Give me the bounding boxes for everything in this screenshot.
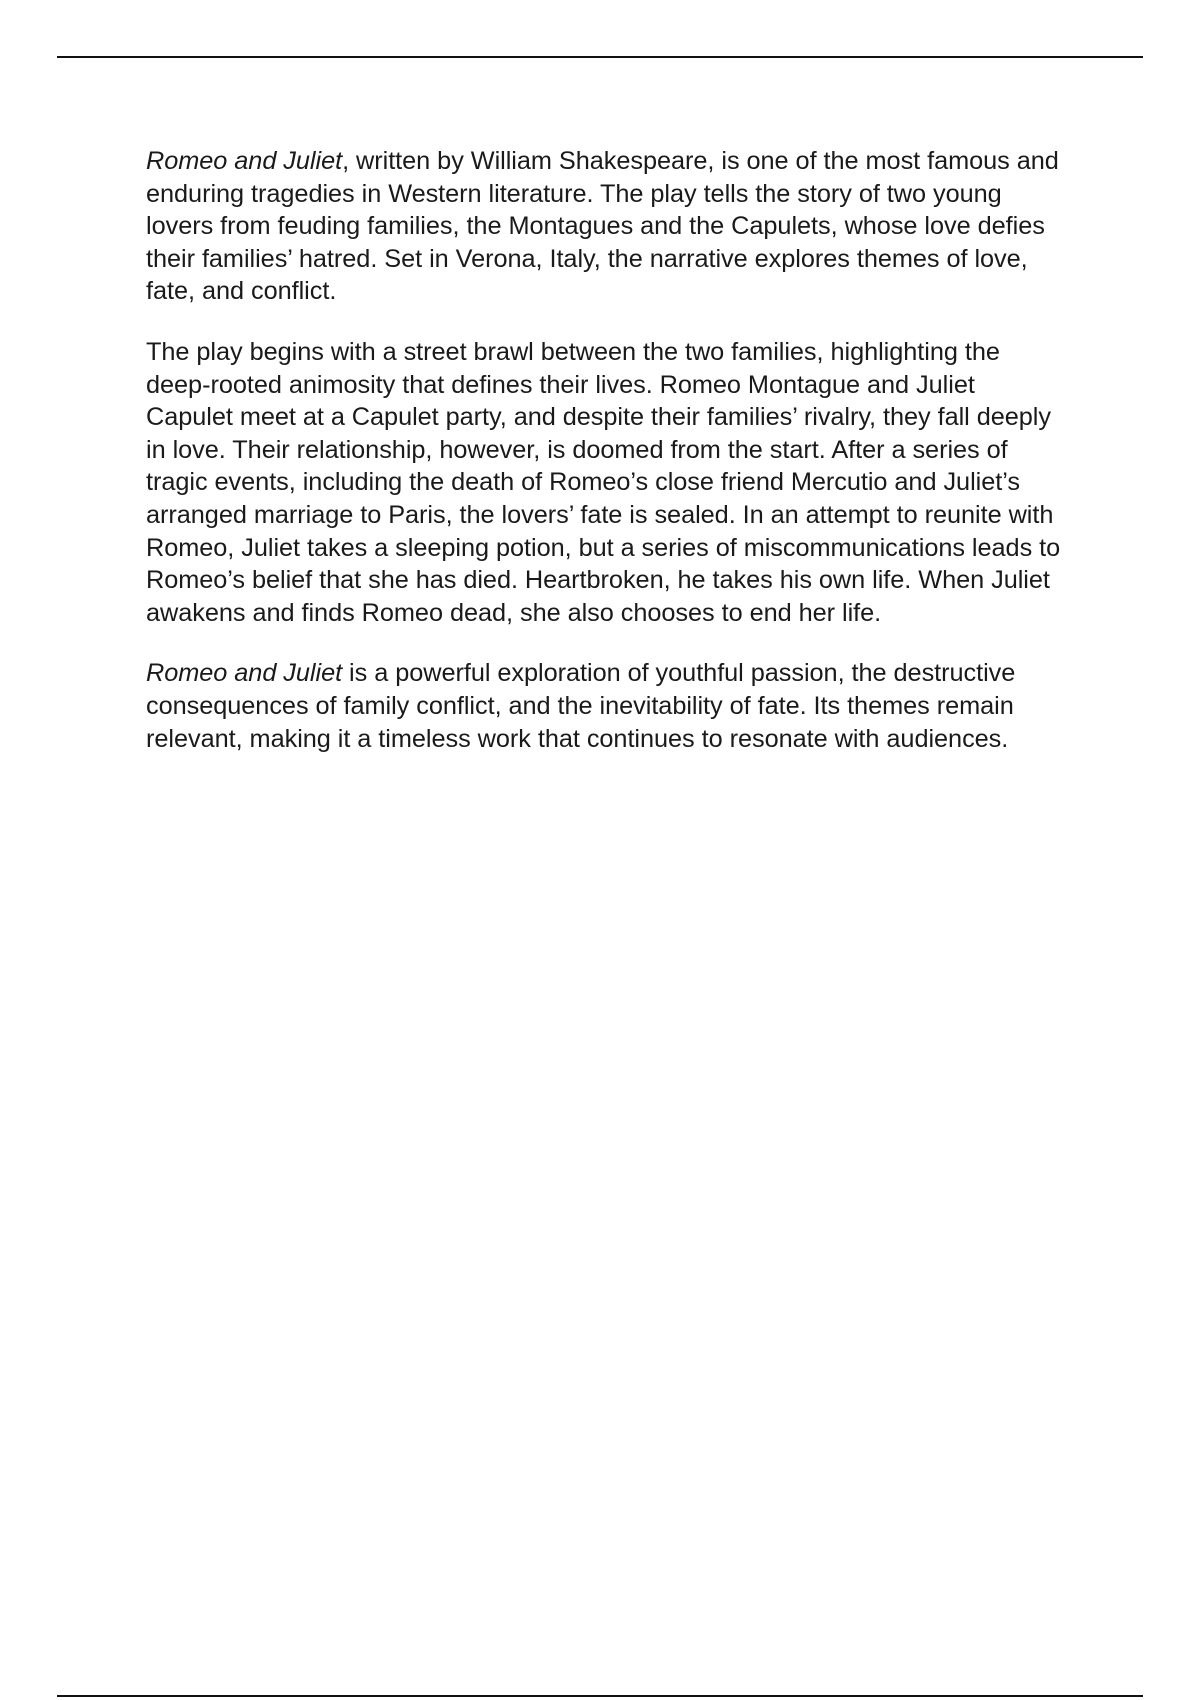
- paragraph-intro: [146, 145, 1066, 308]
- paragraph-conclusion: [146, 657, 1066, 755]
- paragraph-plot: [146, 336, 1066, 629]
- paragraph-text: The play begins with a street brawl between the two families, highlighting the deep-rooted animosity that defines their lives. Romeo Montague and Juliet Capulet meet at a Capulet party, and despite their families’ rivalry, they fall deeply in love. Their relationship, however, is doomed from the start. After a series of tragic events, including the death of Romeo’s close friend Mercutio and Juliet’s arranged marriage to Paris, the lovers’ fate is sealed. In an attempt to reunite with Romeo, Juliet takes a sleeping potion, but a series of miscommunications leads to Romeo’s belief that she has died. Heartbroken, he takes his own life. When Juliet awakens and finds Romeo dead, she also chooses to end her life.: [146, 337, 1061, 627]
- document-body: [146, 145, 1066, 783]
- footer-rule: [57, 1695, 1143, 1697]
- paragraph-text: is a powerful exploration of youthful passion, the destructive consequences of family conflict, and the inevitability of fate. Its themes remain relevant, making it a timeless work that continues to resonate with audiences.: [146, 659, 1016, 753]
- play-title-italic: Romeo and Juliet: [146, 147, 343, 175]
- paragraph-text: , written by William Shakespeare, is one of the most famous and enduring tragedies in Western literature. The play tells the story of two young lovers from feuding families, the Montagues and the Capulets, whose love defies their families’ hatred. Set in Verona, Italy, the narrative explores themes of love, fate, and conflict.: [146, 147, 1059, 306]
- play-title-italic: Romeo and Juliet: [146, 659, 343, 688]
- header-rule: [57, 56, 1143, 58]
